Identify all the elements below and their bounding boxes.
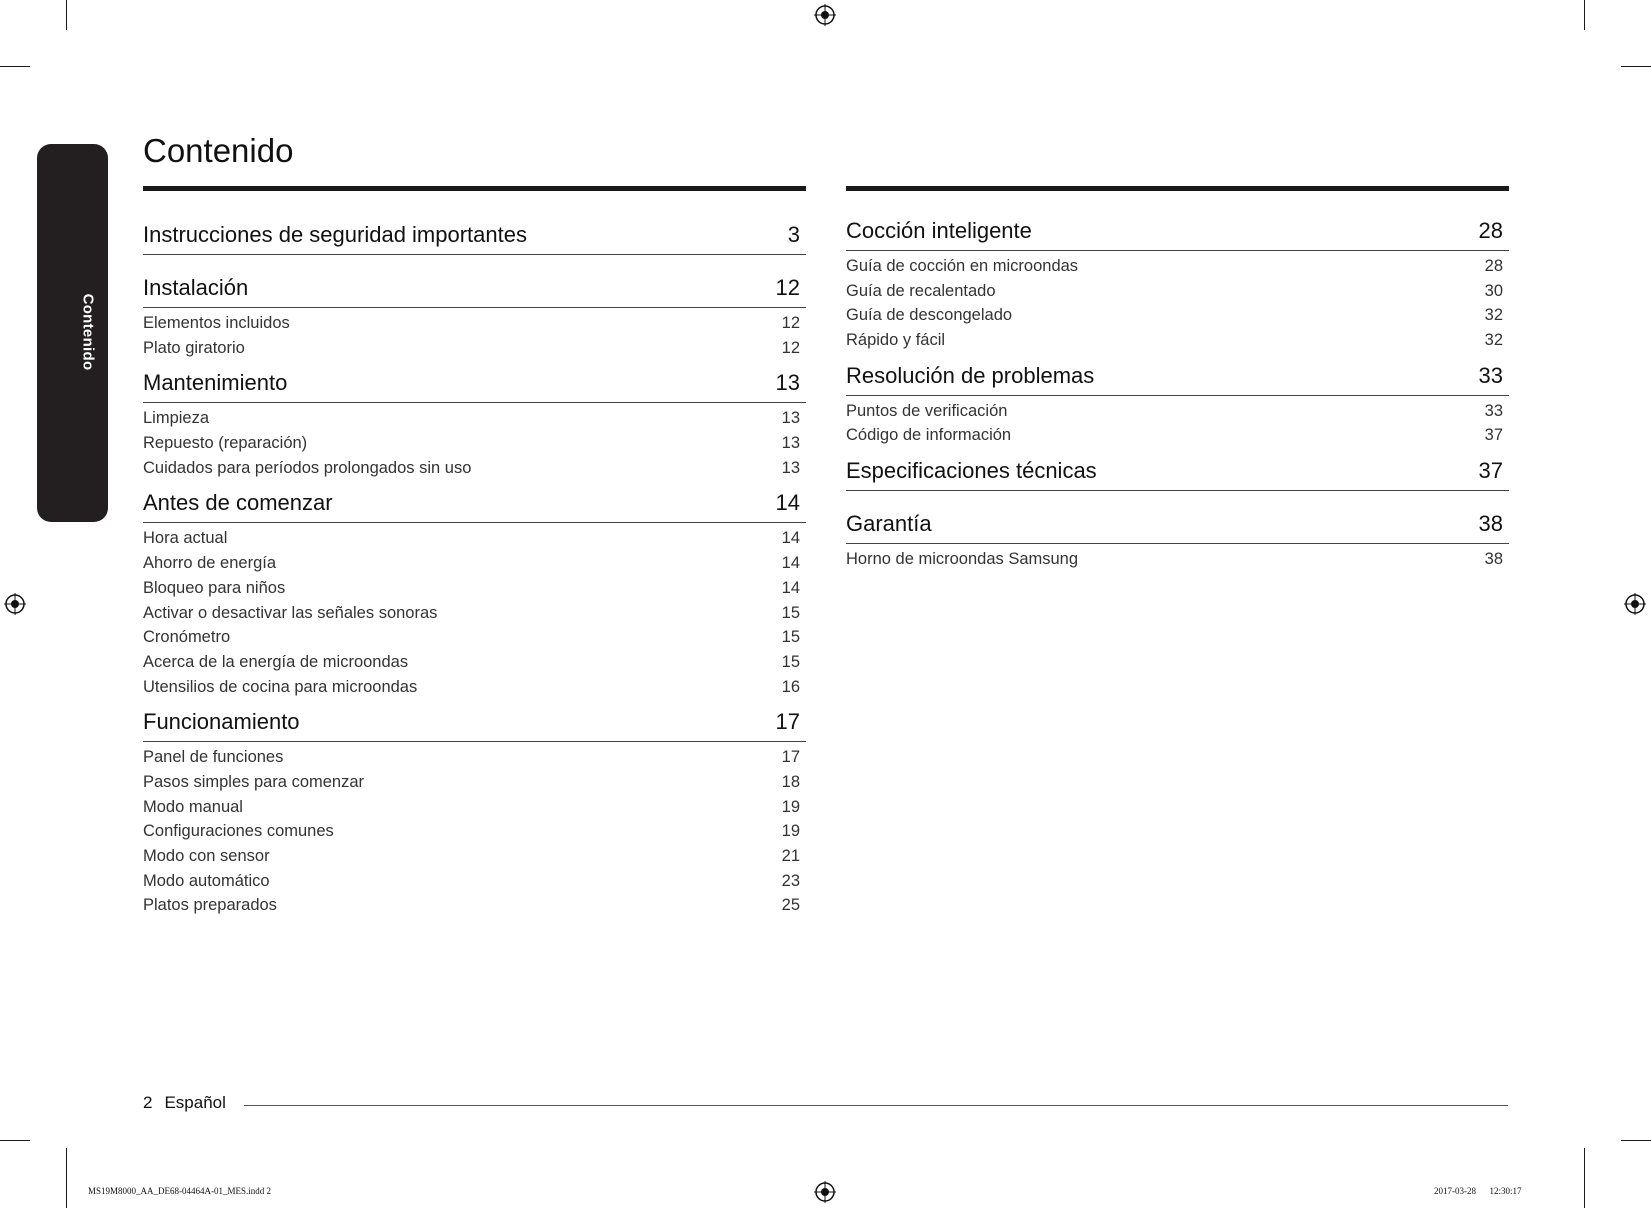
toc-subsection-list	[143, 742, 806, 918]
toc-entry	[846, 423, 1509, 448]
toc-entry-page: 28	[1484, 257, 1503, 275]
toc-subsection-list	[143, 308, 806, 360]
toc-section-heading	[143, 709, 806, 742]
title-rule-right	[846, 186, 1509, 191]
toc-section-heading	[143, 370, 806, 403]
footer-rule	[244, 1105, 1508, 1106]
toc-entry	[846, 399, 1509, 424]
toc-section-title: Mantenimiento	[143, 370, 288, 396]
crop-mark	[66, 0, 67, 30]
toc-entry-page: 14	[781, 578, 800, 597]
toc-entry-label: Plato giratorio	[143, 338, 245, 357]
toc-entry	[143, 311, 806, 336]
toc-entry-page: 19	[781, 797, 800, 816]
toc-entry	[846, 254, 1509, 279]
toc-section-heading	[143, 275, 806, 308]
toc-entry-page: 14	[781, 554, 800, 573]
toc-entry-page: 38	[1484, 550, 1503, 569]
toc-section	[846, 458, 1509, 491]
crop-mark	[0, 1140, 30, 1141]
toc-section-heading	[143, 490, 806, 523]
registration-mark-icon	[4, 593, 26, 615]
toc-entry	[846, 547, 1509, 572]
toc-entry-label: Limpieza	[143, 409, 210, 428]
crop-mark	[1621, 66, 1651, 67]
toc-subsection-list	[143, 403, 806, 480]
toc-entry-label: Modo automático	[143, 871, 270, 890]
toc-entry	[143, 601, 806, 626]
side-tab	[37, 144, 108, 522]
toc-entry-label: Horno de microondas Samsung	[846, 550, 1079, 569]
toc-entry-label: Pasos simples para comenzar	[143, 772, 365, 791]
toc-entry-page: 33	[1484, 401, 1503, 420]
crop-mark	[1584, 1148, 1585, 1208]
page-number: 2	[143, 1093, 153, 1112]
toc-entry-label: Bloqueo para niños	[143, 578, 286, 597]
toc-entry-label: Activar o desactivar las señales sonoras	[143, 603, 438, 622]
toc-section-page: 33	[1478, 362, 1503, 388]
toc-entry	[143, 551, 806, 576]
toc-section	[143, 275, 806, 360]
toc-section-page: 37	[1478, 458, 1503, 484]
toc-section-page: 13	[775, 370, 800, 396]
toc-entry-page: 12	[781, 338, 800, 357]
toc-entry-page: 15	[781, 652, 800, 671]
toc-entry-page: 16	[781, 677, 800, 696]
toc-section-title: Garantía	[846, 511, 932, 537]
toc-section-page: 38	[1478, 511, 1503, 537]
toc-section	[846, 511, 1509, 572]
toc-entry-label: Modo con sensor	[143, 847, 270, 865]
toc-entry-page: 32	[1484, 306, 1503, 325]
toc-entry-label: Ahorro de energía	[143, 554, 277, 573]
toc-entry-page: 14	[781, 529, 800, 548]
toc-entry-page: 15	[781, 603, 800, 622]
toc-entry	[143, 819, 806, 844]
toc-entry-page: 21	[781, 847, 800, 865]
toc-entry-label: Guía de cocción en microondas	[846, 257, 1079, 275]
toc-subsection-list	[846, 396, 1509, 448]
page-footer	[143, 1093, 226, 1113]
toc-section-heading	[846, 458, 1509, 491]
toc-entry	[143, 745, 806, 770]
toc-section	[143, 490, 806, 699]
toc-section-title: Instrucciones de seguridad importantes	[143, 222, 527, 247]
toc-section-page: 12	[775, 275, 800, 300]
toc-entry-page: 18	[781, 772, 800, 791]
toc-entry	[143, 431, 806, 456]
toc-entry-page: 25	[781, 896, 800, 915]
toc-entry	[846, 279, 1509, 304]
toc-subsection-list	[846, 251, 1509, 353]
crop-mark	[1584, 0, 1585, 30]
toc-entry	[143, 770, 806, 795]
toc-section-title: Resolución de problemas	[846, 362, 1095, 388]
toc-entry-page: 37	[1484, 426, 1503, 445]
toc-section-title: Especificaciones técnicas	[846, 458, 1097, 484]
toc-entry-label: Guía de recalentado	[846, 281, 996, 300]
toc-entry-label: Guía de descongelado	[846, 306, 1013, 325]
toc-entry-page: 13	[781, 458, 800, 477]
toc-entry	[143, 675, 806, 700]
toc-entry	[143, 526, 806, 551]
toc-entry-page: 13	[781, 409, 800, 428]
toc-entry-label: Repuesto (reparación)	[143, 434, 308, 453]
toc-entry-label: Puntos de verificación	[846, 401, 1008, 420]
toc-section-heading	[846, 218, 1509, 251]
toc-entry-label: Acerca de la energía de microondas	[143, 652, 409, 671]
toc-entry-label: Platos preparados	[143, 896, 277, 915]
toc-section	[143, 370, 806, 480]
toc-section-page: 14	[775, 490, 800, 516]
toc-entry-page: 30	[1484, 281, 1503, 300]
toc-section-title: Instalación	[143, 275, 249, 300]
toc-entry	[846, 303, 1509, 328]
toc-section-page: 3	[787, 222, 800, 247]
toc-subsection-list	[143, 523, 806, 699]
footer-language: Español	[164, 1093, 226, 1112]
toc-entry	[143, 844, 806, 869]
print-slug-file: MS19M8000_AA_DE68-04464A-01_MES.indd 2	[88, 1186, 272, 1196]
toc-entry-page: 19	[781, 822, 800, 841]
toc-entry-label: Cronómetro	[143, 628, 231, 647]
toc-entry-label: Panel de funciones	[143, 748, 284, 767]
toc-entry-label: Configuraciones comunes	[143, 822, 334, 841]
crop-mark	[0, 66, 30, 67]
title-rule-left	[143, 186, 806, 191]
page-title: Contenido	[143, 132, 294, 169]
registration-mark-icon	[814, 4, 836, 26]
toc-section-page: 28	[1478, 218, 1503, 243]
toc-entry	[143, 795, 806, 820]
toc-subsection-list	[846, 544, 1509, 572]
toc-entry-label: Rápido y fácil	[846, 331, 946, 350]
toc-entry-page: 15	[781, 628, 800, 647]
registration-mark-icon	[814, 1181, 836, 1203]
toc-entry-label: Código de información	[846, 426, 1012, 445]
toc-entry-label: Modo manual	[143, 797, 243, 816]
toc-section	[846, 218, 1509, 353]
toc-entry	[143, 336, 806, 361]
toc-entry-page: 13	[781, 434, 800, 453]
side-tab-label: Contenido	[79, 293, 97, 371]
toc-column-left	[143, 222, 806, 928]
toc-entry-label: Elementos incluidos	[143, 314, 290, 332]
toc-section-heading	[143, 222, 806, 255]
toc-entry-label: Utensilios de cocina para microondas	[143, 677, 418, 696]
toc-entry	[143, 456, 806, 481]
toc-section-page: 17	[775, 709, 800, 735]
toc-entry-page: 17	[781, 748, 800, 767]
toc-entry	[143, 576, 806, 601]
toc-section-title: Cocción inteligente	[846, 218, 1032, 243]
crop-mark	[66, 1148, 67, 1208]
toc-entry	[143, 406, 806, 431]
toc-section	[846, 363, 1509, 448]
toc-entry-label: Cuidados para períodos prolongados sin uso	[143, 458, 472, 477]
toc-section-heading	[846, 511, 1509, 544]
toc-section-title: Antes de comenzar	[143, 490, 333, 516]
registration-mark-icon	[1624, 593, 1646, 615]
toc-entry	[846, 328, 1509, 353]
toc-entry	[143, 869, 806, 894]
toc-entry	[143, 893, 806, 918]
print-slug-timestamp: 2017-03-28 12:30:17	[1434, 1186, 1522, 1196]
toc-entry-page: 23	[781, 871, 800, 890]
toc-entry-label: Hora actual	[143, 529, 228, 548]
toc-entry	[143, 625, 806, 650]
toc-entry-page: 32	[1484, 331, 1503, 350]
crop-mark	[1621, 1140, 1651, 1141]
toc-section-title: Funcionamiento	[143, 709, 300, 735]
toc-section-heading	[846, 363, 1509, 396]
toc-section	[143, 222, 806, 255]
toc-entry-page: 12	[781, 314, 800, 332]
toc-column-right	[846, 218, 1509, 582]
toc-entry	[143, 650, 806, 675]
toc-section	[143, 709, 806, 918]
